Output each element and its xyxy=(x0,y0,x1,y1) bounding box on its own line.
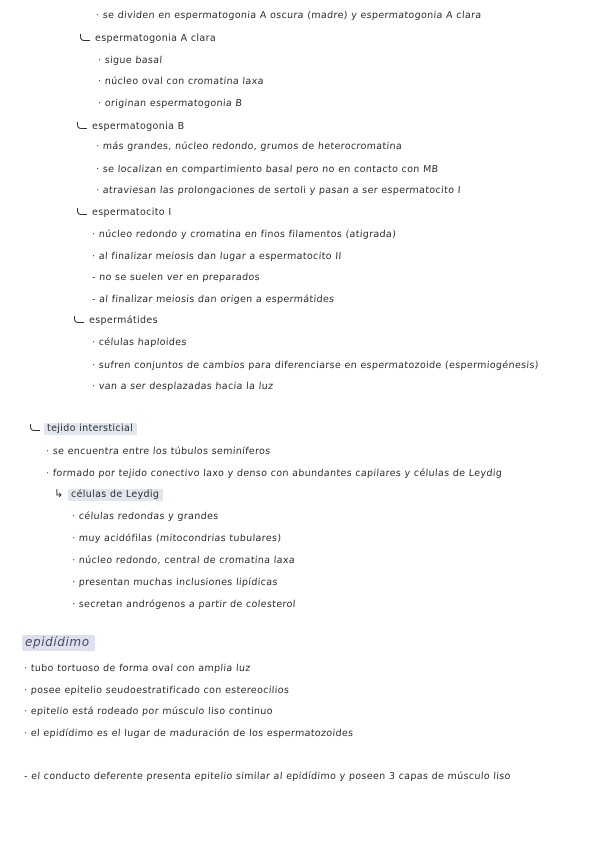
list-item: · sigue basal xyxy=(97,55,163,66)
section-title-epididimo-wrap xyxy=(22,636,95,648)
tree-branch-icon xyxy=(77,122,87,129)
section-title-tejido-intersticial-wrap xyxy=(44,423,137,435)
section-title-espermatogonia-b: espermatogonia B xyxy=(92,121,185,132)
list-item: · originan espermatogonia B xyxy=(97,98,243,109)
list-item: · se encuentra entre los túbulos seminíferos xyxy=(45,446,271,457)
list-item: · formado por tejido conectivo laxo y denso con abundantes capilares y células de Leydig xyxy=(45,468,503,479)
list-item: · epitelio está rodeado por músculo liso continuo xyxy=(23,706,274,717)
list-item: · muy acidófilas (mitocondrias tubulares) xyxy=(71,533,282,544)
list-item: · más grandes, núcleo redondo, grumos de heterocromatina xyxy=(95,141,403,152)
tree-branch-icon xyxy=(74,316,84,323)
list-item: · núcleo oval con cromatina laxa xyxy=(97,76,265,87)
tree-branch-icon xyxy=(80,34,90,41)
conducto-deferente-note: - el conducto deferente presenta epitelio similar al epidídimo y poseen 3 capas de músculo liso xyxy=(23,771,512,782)
list-item: - no se suelen ver en preparados xyxy=(91,272,261,283)
section-title-espermatogonia-a-clara: espermatogonia A clara xyxy=(95,33,216,44)
list-item: · van a ser desplazadas hacia la luz xyxy=(91,381,274,392)
list-item: · posee epitelio seudoestratificado con estereocilios xyxy=(23,685,290,696)
list-item: · el epidídimo es el lugar de maduración de los espermatozoides xyxy=(23,728,354,739)
section-title-leydig-wrap xyxy=(68,489,163,501)
spermatogonia-division-line: · se dividen en espermatogonia A oscura (madre) y espermatogonia A clara xyxy=(95,10,482,21)
sub-arrow-icon: ↳ xyxy=(54,487,64,500)
list-item: · células haploides xyxy=(91,337,188,348)
section-title-tejido-intersticial: tejido intersticial xyxy=(44,423,137,435)
tree-branch-icon xyxy=(30,424,40,431)
list-item: · se localizan en compartimiento basal pero no en contacto con MB xyxy=(95,164,439,175)
list-item: · presentan muchas inclusiones lipídicas xyxy=(71,577,279,588)
list-item: · secretan andrógenos a partir de colesterol xyxy=(71,599,297,610)
section-title-celulas-de-leydig: células de Leydig xyxy=(68,489,163,501)
list-item: · núcleo redondo y cromatina en finos filamentos (atigrada) xyxy=(91,229,397,240)
section-title-espermatocito-i: espermatocito I xyxy=(92,207,172,218)
list-item: · tubo tortuoso de forma oval con amplia luz xyxy=(23,663,252,674)
list-item: · sufren conjuntos de cambios para diferenciarse en espermatozoide (espermiogénesis) xyxy=(91,360,540,371)
list-item: - al finalizar meiosis dan origen a espermátides xyxy=(91,294,335,305)
section-title-epididimo: epidídimo xyxy=(22,635,95,651)
list-item: · atraviesan las prolongaciones de sertoli y pasan a ser espermatocito I xyxy=(95,185,462,196)
list-item: · células redondas y grandes xyxy=(71,511,219,522)
list-item: · núcleo redondo, central de cromatina laxa xyxy=(71,555,296,566)
section-title-espermatides: espermátides xyxy=(89,315,158,326)
list-item: · al finalizar meiosis dan lugar a espermatocito II xyxy=(91,251,342,262)
tree-branch-icon xyxy=(77,208,87,215)
